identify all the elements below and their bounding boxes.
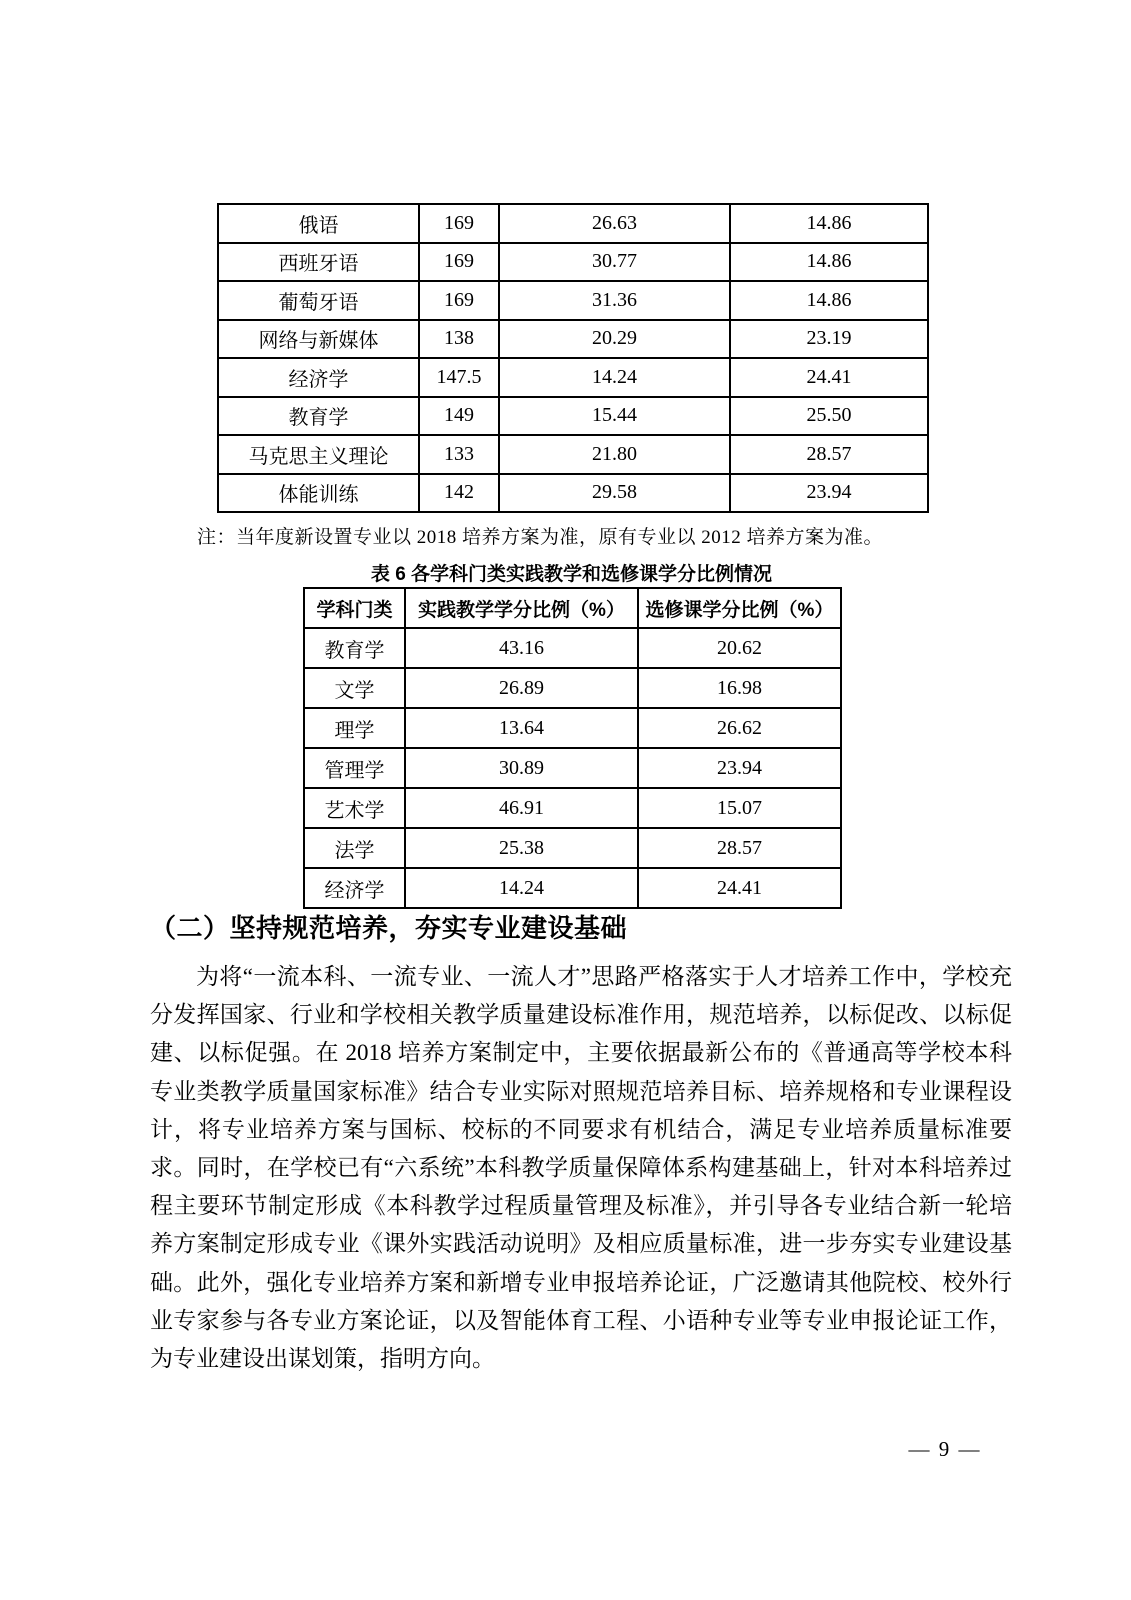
table-cell: 教育学 [304,628,405,668]
table-row [218,435,928,474]
table-cell: 26.62 [638,708,841,748]
table-cell: 14.24 [499,358,730,397]
table-header-cell: 实践教学学分比例（%） [405,588,638,628]
table-cell: 16.98 [638,668,841,708]
table-cell: 23.94 [730,474,928,513]
body-paragraph: 为将“一流本科、一流专业、一流人才”思路严格落实于人才培养工作中，学校充分发挥国家、行业和学校相关教学质量建设标准作用，规范培养，以标促改、以标促建、以标促强。在 2018 培养方案制定中，主要依据最新公布的《普通高等学校本科专业类教学质量国家标准》结合专业实际对照规范培养目标、培养规格和专业课程设计，将专业培养方案与国标、校标的不同要求有机结合，满足专业培养质量标准要求。同时，在学校已有“六系统”本科教学质量保障体系构建基础上，针对本科培养过程主要环节制定形成《本科教学过程质量管理及标准》，并引导各专业结合新一轮培养方案制定形成专业《课外实践活动说明》及相应质量标准，进一步夯实专业建设基础。此外，强化专业培养方案和新增专业申报培养论证，广泛邀请其他院校、校外行业专家参与各专业方案论证，以及智能体育工程、小语种专业等专业申报论证工作，为专业建设出谋划策，指明方向。 [150,964,1012,1372]
table-row [218,358,928,397]
table-cell: 26.63 [499,204,730,243]
table-cell: 169 [419,204,499,243]
table-row [218,243,928,282]
table-cell: 28.57 [730,435,928,474]
table-cell: 理学 [304,708,405,748]
table-cell: 15.44 [499,397,730,436]
table-cell: 30.77 [499,243,730,282]
section-heading: （二）坚持规范培养，夯实专业建设基础 [150,913,628,943]
table-cell: 28.57 [638,828,841,868]
table-cell: 教育学 [218,397,419,436]
table-cell: 13.64 [405,708,638,748]
table-row [304,668,841,708]
page-number: — 9 — [908,1437,982,1461]
table-cell: 142 [419,474,499,513]
table-cell: 马克思主义理论 [218,435,419,474]
table-cell: 23.94 [638,748,841,788]
table-cell: 21.80 [499,435,730,474]
table-cell: 20.62 [638,628,841,668]
table-cell: 147.5 [419,358,499,397]
table-cell: 24.41 [638,868,841,908]
table-cell: 俄语 [218,204,419,243]
table-cell: 138 [419,320,499,359]
table-cell: 29.58 [499,474,730,513]
table6-title: 表 6 各学科门类实践教学和选修课学分比例情况 [370,564,773,585]
table-cell: 管理学 [304,748,405,788]
table-cell: 46.91 [405,788,638,828]
table-cell: 20.29 [499,320,730,359]
table-cell: 艺术学 [304,788,405,828]
table-header-cell: 学科门类 [304,588,405,628]
table-row [218,204,928,243]
table-cell: 25.50 [730,397,928,436]
table-cell: 169 [419,243,499,282]
table-cell: 43.16 [405,628,638,668]
table-cell: 法学 [304,828,405,868]
credit-ratio-table-continued [217,203,929,513]
table-cell: 15.07 [638,788,841,828]
table-row [304,708,841,748]
table-cell: 14.86 [730,204,928,243]
table-row [218,397,928,436]
table-cell: 14.24 [405,868,638,908]
table-cell: 24.41 [730,358,928,397]
table-row [304,788,841,828]
table-cell: 149 [419,397,499,436]
table-cell: 31.36 [499,281,730,320]
table-cell: 169 [419,281,499,320]
table-cell: 14.86 [730,281,928,320]
table-row [218,474,928,513]
table-cell: 葡萄牙语 [218,281,419,320]
table-cell: 体能训练 [218,474,419,513]
table-cell: 23.19 [730,320,928,359]
table-cell: 25.38 [405,828,638,868]
table-note: 注：当年度新设置专业以 2018 培养方案为准，原有专业以 2012 培养方案为准。 [197,527,884,548]
table-header-cell: 选修课学分比例（%） [638,588,841,628]
table6-discipline-ratio [303,587,842,909]
table-row [218,281,928,320]
table-row [304,828,841,868]
table-cell: 经济学 [218,358,419,397]
table-cell: 文学 [304,668,405,708]
table-cell: 经济学 [304,868,405,908]
table-row [218,320,928,359]
table-cell: 30.89 [405,748,638,788]
table-cell: 133 [419,435,499,474]
table-row [304,628,841,668]
table-cell: 网络与新媒体 [218,320,419,359]
table-cell: 西班牙语 [218,243,419,282]
table-cell: 26.89 [405,668,638,708]
table-header-row [304,588,841,628]
table-row [304,868,841,908]
table-cell: 14.86 [730,243,928,282]
table-row [304,748,841,788]
